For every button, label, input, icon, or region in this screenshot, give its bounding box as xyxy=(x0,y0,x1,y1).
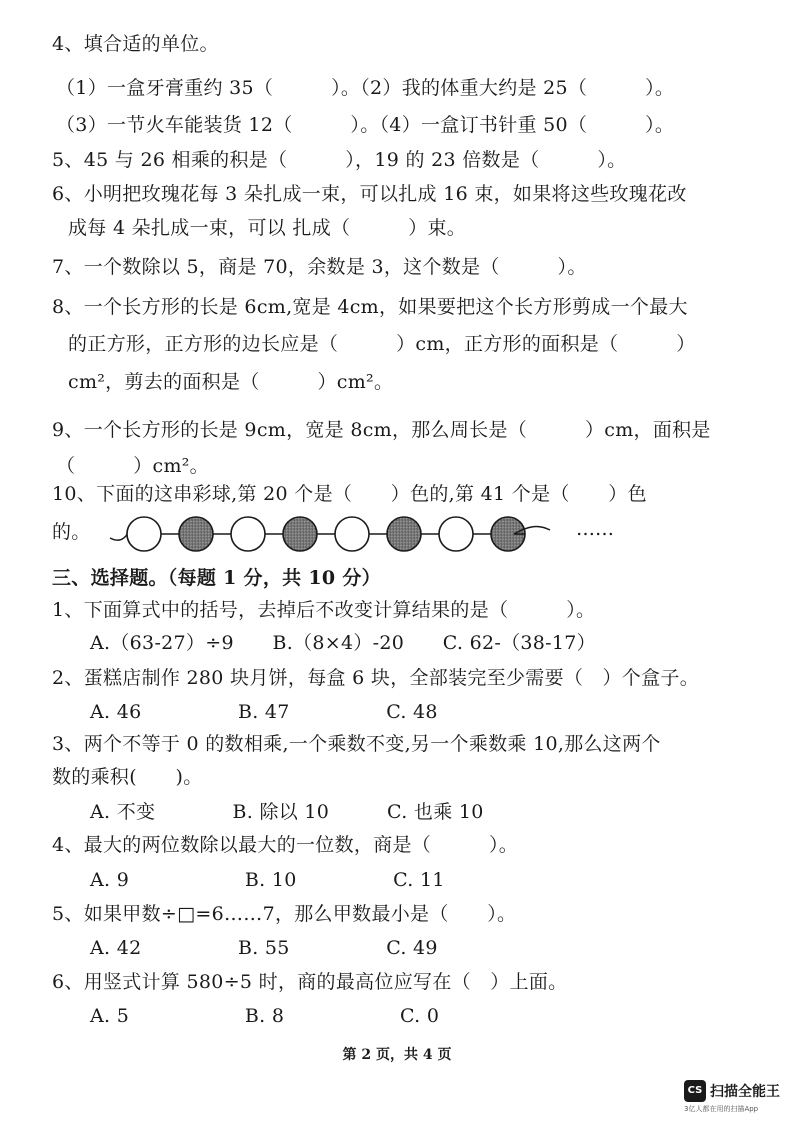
section-3-title: 三、选择题。（每题 1 分，共 10 分） xyxy=(52,567,381,589)
choice-3-options: A. 不变 B. 除以 10 C. 也乘 10 xyxy=(90,801,484,823)
choice-2: 2、蛋糕店制作 280 块月饼，每盒 6 块，全部装完至少需要（ ）个盒子。 xyxy=(52,667,700,689)
choice-1-options: A.（63-27）÷9 B.（8×4）-20 C. 62-（38-17） xyxy=(90,632,596,654)
scanner-subtitle: 3亿人都在用的扫描App xyxy=(684,1105,759,1113)
q9-line1: 9、一个长方形的长是 9cm，宽是 8cm，那么周长是（ ）cm，面积是 xyxy=(52,419,711,441)
choice-4: 4、最大的两位数除以最大的一位数，商是（ ）。 xyxy=(52,834,519,856)
choice-4-options: A. 9 B. 10 C. 11 xyxy=(90,869,445,891)
bead-white xyxy=(335,517,369,551)
choice-3-line2: 数的乘积( )。 xyxy=(52,766,203,788)
q10-line2: 的。 xyxy=(52,521,91,543)
q4-title: 4、填合适的单位。 xyxy=(52,33,219,55)
q6-line1: 6、小明把玫瑰花每 3 朵扎成一束，可以扎成 16 束，如果将这些玫瑰花改 xyxy=(52,183,687,205)
page-footer: 第 2 页，共 4 页 xyxy=(342,1047,452,1063)
scanner-title: 扫描全能王 xyxy=(710,1084,780,1100)
choice-6-options: A. 5 B. 8 C. 0 xyxy=(90,1005,440,1027)
bead-gray xyxy=(179,517,213,551)
choice-5: 5、如果甲数÷□=6……7，那么甲数最小是（ ）。 xyxy=(52,903,517,925)
bead-string xyxy=(110,536,126,540)
scanner-logo-icon: CS xyxy=(684,1080,706,1102)
q8-line2: 的正方形，正方形的边长应是（ ）cm，正方形的面积是（ ） xyxy=(68,333,696,355)
q8-line1: 8、一个长方形的长是 6cm,宽是 4cm，如果要把这个长方形剪成一个最大 xyxy=(52,296,688,318)
bead-ellipsis: …… xyxy=(576,518,614,540)
bead-gray xyxy=(283,517,317,551)
choice-2-options: A. 46 B. 47 C. 48 xyxy=(90,701,438,723)
q5: 5、45 与 26 相乘的积是（ ），19 的 23 倍数是（ ）。 xyxy=(52,149,627,171)
q7: 7、一个数除以 5，商是 70，余数是 3，这个数是（ ）。 xyxy=(52,256,587,278)
q9-line2: （ ）cm²。 xyxy=(56,455,209,477)
choice-1: 1、下面算式中的括号，去掉后不改变计算结果的是（ ）。 xyxy=(52,599,596,621)
bead-white xyxy=(231,517,265,551)
scanner-watermark xyxy=(684,1080,784,1116)
choice-6: 6、用竖式计算 580÷5 时，商的最高位应写在（ ）上面。 xyxy=(52,971,568,993)
q4-row2: （3）一节火车能装货 12（ ）。（4）一盒订书针重 50（ ）。 xyxy=(56,114,675,136)
choice-3-line1: 3、两个不等于 0 的数相乘,一个乘数不变,另一个乘数乘 10,那么这两个 xyxy=(52,733,661,755)
bead-link xyxy=(126,534,127,536)
q6-line2: 成每 4 朵扎成一束，可以 扎成（ ）束。 xyxy=(68,217,467,239)
choice-5-options: A. 42 B. 55 C. 49 xyxy=(90,937,438,959)
bead-white xyxy=(127,517,161,551)
bead-gray xyxy=(387,517,421,551)
q4-row1: （1）一盒牙膏重约 35（ ）。（2）我的体重大约是 25（ ）。 xyxy=(56,77,675,99)
q8-line3: cm²，剪去的面积是（ ）cm²。 xyxy=(68,371,394,393)
bead-white xyxy=(439,517,473,551)
bead-string-figure xyxy=(108,508,568,560)
q10-line1: 10、下面的这串彩球,第 20 个是（ ）色的,第 41 个是（ ）色 xyxy=(52,483,647,505)
